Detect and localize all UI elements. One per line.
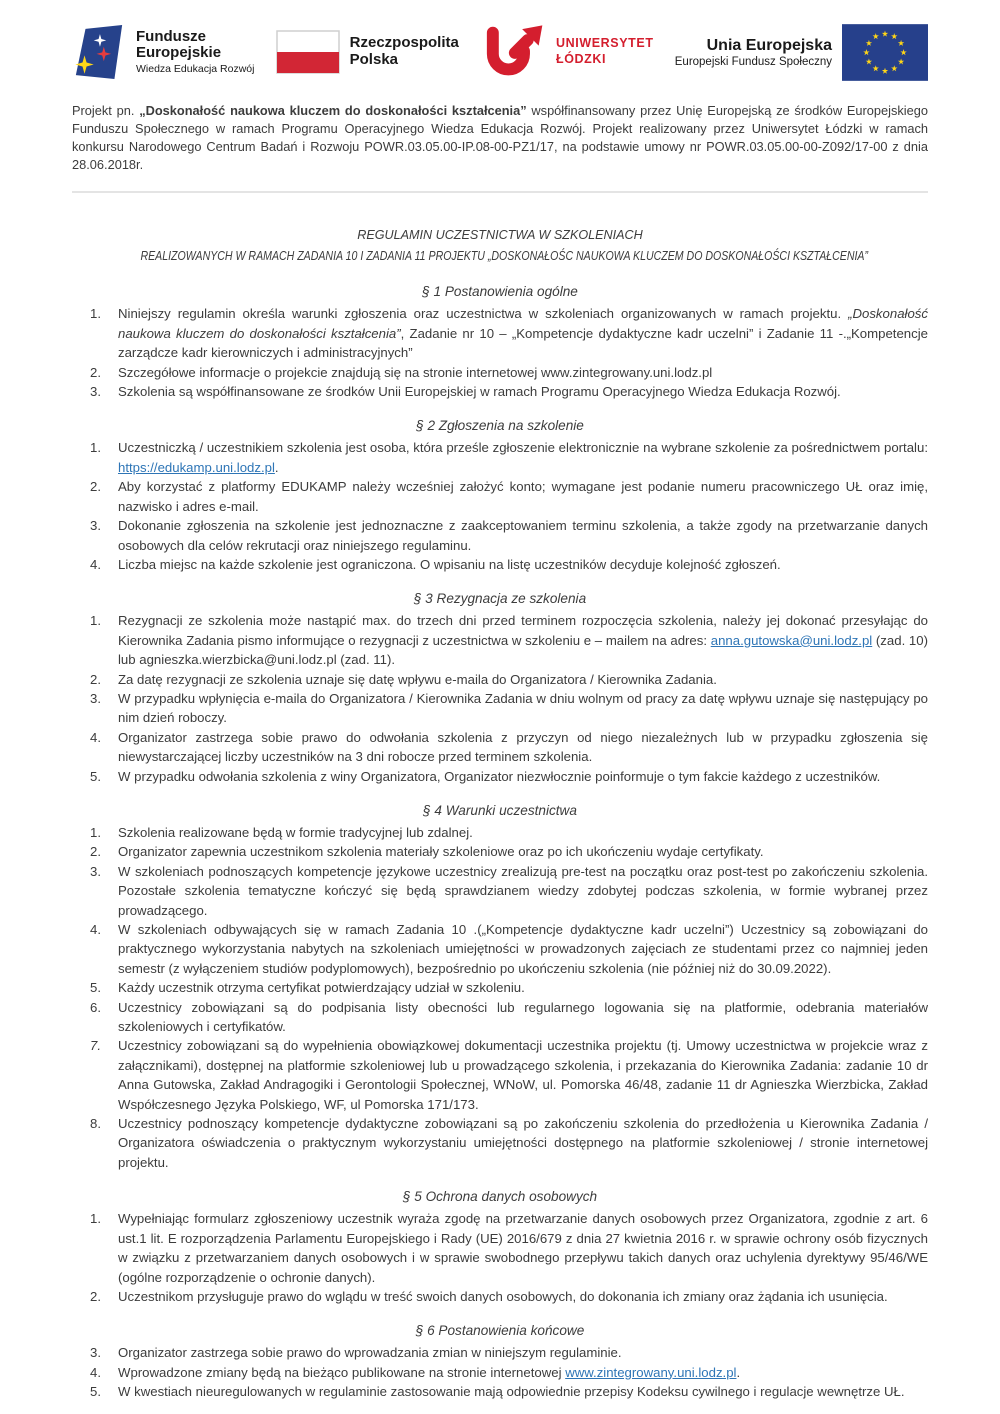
item-text bbox=[118, 978, 928, 997]
logo-pl-title-line2: Polska bbox=[349, 51, 399, 68]
list-item bbox=[72, 1036, 928, 1114]
item-number: 1. bbox=[90, 1211, 101, 1227]
section-heading: § 4 Warunki uczestnictwa bbox=[423, 802, 577, 818]
list-item bbox=[72, 1382, 928, 1401]
document-title-line1: REGULAMIN UCZESTNICTWA W SZKOLENIACH bbox=[357, 227, 643, 242]
item-text bbox=[118, 823, 928, 842]
item-number: 4. bbox=[90, 729, 101, 745]
item-text bbox=[118, 555, 928, 574]
list-item bbox=[72, 862, 928, 920]
sections-container bbox=[72, 284, 928, 1401]
logos-header bbox=[72, 14, 928, 90]
list-item bbox=[72, 728, 928, 767]
text-run: Uczestniczką / uczestnikiem szkolenia jest osoba, która prześle zgłoszenie elektronicznie na wybrane szkolenie za pośrednictwem portalu: bbox=[118, 440, 928, 456]
item-number: 3. bbox=[90, 1345, 101, 1361]
list-item bbox=[72, 689, 928, 728]
text-run: W przypadku wpłynięcia e-maila do Organizatora / Kierownika Zadania w dniu wolnym od pracy za datę wpływu uznaje się następujący po nim dzień roboczy. bbox=[118, 690, 928, 726]
text-run: „Doskonałość naukowa kluczem do doskonałości kształcenia” bbox=[118, 306, 928, 341]
list-item bbox=[72, 1363, 928, 1382]
hyperlink[interactable]: https://edukamp.uni.lodz.pl bbox=[118, 459, 275, 475]
text-run: Projekt pn. bbox=[72, 103, 140, 118]
item-number: 3. bbox=[90, 690, 101, 706]
logo-unia-europejska bbox=[675, 24, 928, 81]
item-text bbox=[118, 438, 928, 477]
text-run: Uczestnikom przysługuje prawo do wglądu w treść swoich danych osobowych, do dokonania ich zmiany oraz żądania ich usunięcia. bbox=[118, 1288, 888, 1304]
item-text bbox=[118, 304, 928, 362]
text-run: Organizator zapewnia uczestnikom szkolenia materiały szkoleniowe oraz po ich ukończeniu wydaje certyfikaty. bbox=[118, 844, 764, 860]
project-funding-note bbox=[72, 102, 928, 175]
hyperlink[interactable]: www.zintegrowany.uni.lodz.pl bbox=[565, 1364, 737, 1380]
text-run: „Doskonałość naukowa kluczem do doskonałości kształcenia” bbox=[139, 103, 527, 118]
text-run: Wprowadzone zmiany będą na bieżąco publikowane na stronie internetowej bbox=[118, 1364, 566, 1380]
list-item bbox=[72, 611, 928, 669]
item-text bbox=[118, 1114, 928, 1172]
logo-uniwersytet-lodzki bbox=[480, 23, 654, 81]
list-item bbox=[72, 477, 928, 516]
text-run: Każdy uczestnik otrzyma certyfikat potwierdzający udział w szkoleniu. bbox=[118, 980, 525, 996]
fundusze-europejskie-flag-icon bbox=[72, 21, 126, 83]
list-item bbox=[72, 1114, 928, 1172]
item-number: 4. bbox=[90, 1364, 101, 1380]
text-run: W szkoleniach odbywających się w ramach Zadania 10 .(„Kompetencje dydaktyczne kadr uczelni”) Uczestnicy są zobowiązani do praktycznego wykorzystania nabytych na szkoleniach umiejętności w prowadzonych zajęciach ze studentami przez co najmniej jeden semestr (z wyłączeniem studiów podyplomowych), bezpośrednio po ukończeniu szkolenia (nie później niż do 30.09.2022). bbox=[118, 922, 928, 976]
item-text bbox=[118, 1036, 928, 1114]
text-run: (zad. 10) lub agnieszka.wierzbicka@uni.lodz.pl (zad. 11). bbox=[118, 632, 928, 668]
item-number: 5. bbox=[90, 980, 101, 996]
text-run: Uczestnicy podnoszący kompetencje dydaktyczne zobowiązani są po zakończeniu szkolenia do przedłożenia u Kierownika Zadania / Organizatora oświadczenia o praktycznym wykorzystaniu umiejętności dostępnego na platformie szkoleniowej / stronie internetowej projektu. bbox=[118, 1116, 928, 1170]
item-text bbox=[118, 862, 928, 920]
list-item bbox=[72, 670, 928, 689]
list-item bbox=[72, 920, 928, 978]
item-text bbox=[118, 611, 928, 669]
item-number: 2. bbox=[90, 1288, 101, 1304]
list-item bbox=[72, 1209, 928, 1287]
item-text bbox=[118, 363, 928, 382]
item-number: 4. bbox=[90, 556, 101, 572]
item-number: 8. bbox=[90, 1116, 101, 1132]
item-number: 4. bbox=[90, 922, 101, 937]
logo-ul-title-line2: ŁÓDZKI bbox=[556, 52, 607, 66]
logo-fe-title-line2: Europejskie bbox=[136, 44, 222, 61]
section-heading: § 2 Zgłoszenia na szkolenie bbox=[416, 418, 584, 434]
item-number: 3. bbox=[90, 384, 101, 400]
list-item bbox=[72, 1287, 928, 1306]
logo-fe-subtitle: Wiedza Edukacja Rozwój bbox=[136, 63, 255, 76]
item-number: 2. bbox=[90, 844, 101, 860]
section-heading: § 3 Rezygnacja ze szkolenia bbox=[413, 591, 587, 607]
section-heading: § 1 Postanowienia ogólne bbox=[422, 284, 578, 300]
text-run: Liczba miejsc na każde szkolenie jest ograniczona. O wpisaniu na listę uczestników decyduje kolejność zgłoszeń. bbox=[118, 556, 781, 572]
item-number: 2. bbox=[90, 671, 101, 687]
document-title-line2: REALIZOWANYCH W RAMACH ZADANIA 10 I ZADANIA 11 PROJEKTU „DOSKONAŁOŚC NAUKOWA KLUCZEM DO DOSKONAŁOŚCI KSZTAŁCENIA” bbox=[140, 249, 868, 264]
text-run: Uczestnicy zobowiązani są do wypełnienia obowiązkowej dokumentacji uczestnika projektu (tj. Umowy uczestnictwa w projekcie wraz z załącznikami), dostępnej na platformie szkoleniowej lub u prowadzącego szkolenia, i przekazania do Kierownika Zadania: zadanie 10 dr Anna Gutowska, Zakład Andragogiki i Gerontologii Społecznej, WNoW, ul. Pomorska 46/48, zadanie 11 dr Agnieszka Wierzbicka, Zakład Współczesnego Języka Polskiego, WF, ul Pomorska 171/173. bbox=[118, 1038, 928, 1112]
logo-pl-title-line1: Rzeczpospolita bbox=[349, 34, 459, 52]
item-number: 5. bbox=[90, 1384, 101, 1400]
text-run: Aby korzystać z platformy EDUKAMP należy wcześniej założyć konto; wymagane jest podanie numeru pracowniczego UŁ oraz imię, nazwisko i adres e-mail. bbox=[118, 479, 928, 514]
item-text bbox=[118, 689, 928, 728]
item-text bbox=[118, 477, 928, 516]
document-title bbox=[72, 225, 928, 268]
list-item bbox=[72, 767, 928, 786]
item-number: 7. bbox=[90, 1038, 101, 1054]
item-text bbox=[118, 1209, 928, 1287]
item-number: 1. bbox=[90, 440, 101, 456]
logo-ue-subtitle: Europejski Fundusz Społeczny bbox=[674, 55, 832, 68]
polish-flag-icon bbox=[276, 30, 340, 74]
hyperlink[interactable]: anna.gutowska@uni.lodz.pl bbox=[710, 632, 873, 648]
text-run: W szkoleniach podnoszących kompetencje językowe uczestnicy zrealizują pre-test na początku oraz post-test po zakończeniu szkolenia. Pozostałe szkolenia tematyczne kończyć się będą sprawdzianem wiedzy zdobytej podczas szkolenia, w formie wybranej przez prowadzącego. bbox=[118, 863, 928, 918]
item-text bbox=[118, 728, 928, 767]
list-item bbox=[72, 438, 928, 477]
item-number: 1. bbox=[90, 306, 101, 322]
header-divider bbox=[72, 191, 928, 193]
text-run: . bbox=[736, 1364, 741, 1380]
text-run: , Zadanie nr 10 – „Kompetencje dydaktyczne kadr uczelni” i Zadanie 11 -.„Kompetencje zarządcze kadr kierowniczych i administracyjnych” bbox=[118, 325, 928, 361]
item-text bbox=[118, 670, 928, 689]
item-text bbox=[118, 1287, 928, 1306]
item-text bbox=[118, 382, 928, 401]
item-number: 3. bbox=[90, 863, 101, 879]
text-run: Niniejszy regulamin określa warunki zgłoszenia oraz uczestnictwa w szkoleniach organizowanych w ramach projektu. bbox=[118, 306, 849, 322]
list-item bbox=[72, 555, 928, 574]
item-number: 5. bbox=[90, 768, 101, 784]
text-run: Szkolenia są współfinansowane ze środków Unii Europejskiej w ramach Programu Operacyjnego Wiedza Edukacja Rozwój. bbox=[118, 384, 841, 400]
eu-flag-icon bbox=[842, 24, 928, 81]
item-number: 6. bbox=[90, 999, 101, 1015]
list-item bbox=[72, 1343, 928, 1362]
item-number: 3. bbox=[90, 518, 101, 534]
section-heading: § 6 Postanowienia końcowe bbox=[415, 1323, 585, 1339]
text-run: współfinansowany przez Unię Europejską ze środków Europejskiego Funduszu Społecznego w ramach Programu Operacyjnego Wiedza Edukacja Rozwój. Projekt realizowany przez Uniwersytet Łódzki w ramach konkursu Narodowego Centrum Badań i Rozwoju POWR.03.05.00-IP.08-00-PZ1/17, na podstawie umowy nr POWR.03.05.00-00-Z092/17-00 z dnia 28.06.2018r. bbox=[72, 103, 928, 173]
item-text bbox=[118, 842, 928, 861]
section-heading: § 5 Ochrona danych osobowych bbox=[402, 1189, 598, 1205]
text-run: Szkolenia realizowane będą w formie tradycyjnej lub zdalnej. bbox=[118, 824, 473, 840]
item-number: 1. bbox=[90, 613, 101, 629]
text-run: . bbox=[274, 459, 279, 475]
item-text bbox=[118, 516, 928, 555]
list-item bbox=[72, 998, 928, 1037]
list-item bbox=[72, 823, 928, 842]
text-run: Rezygnacji ze szkolenia może nastąpić max. do trzech dni przed terminem rozpoczęcia szkolenia, należy jej dokonać przesyłając do Kierownika Zadania pismo informujące o rezygnacji z uczestnictwa w szkoleniu e – mailem na adres: bbox=[118, 613, 928, 648]
logo-ue-title: Unia Europejska bbox=[706, 36, 832, 54]
text-run: W przypadku odwołania szkolenia z winy Organizatora, Organizator niezwłocznie poinformuje o tym fakcie każdego z uczestników. bbox=[118, 768, 881, 784]
list-item bbox=[72, 363, 928, 382]
list-item bbox=[72, 304, 928, 362]
list-item bbox=[72, 516, 928, 555]
text-run: W kwestiach nieuregulowanych w regulaminie zastosowanie mają odpowiednie przepisy Kodeksu cywilnego i regulacje wewnętrze UŁ. bbox=[118, 1384, 905, 1400]
text-run: Za datę rezygnacji ze szkolenia uznaje się datę wpływu e-maila do Organizatora / Kierownika Zadania. bbox=[118, 671, 717, 687]
item-text bbox=[118, 767, 928, 786]
logo-rzeczpospolita-polska bbox=[276, 30, 459, 74]
list-item bbox=[72, 978, 928, 997]
text-run: Uczestnicy zobowiązani są do podpisania listy obecności lub regularnego logowania się na platformie, odebrania materiałów szkoleniowych i certyfikatów. bbox=[118, 999, 928, 1035]
item-text bbox=[118, 920, 928, 978]
list-item bbox=[72, 382, 928, 401]
item-text bbox=[118, 998, 928, 1037]
item-number: 2. bbox=[90, 364, 101, 380]
item-text bbox=[118, 1363, 928, 1382]
text-run: Dokonanie zgłoszenia na szkolenie jest jednoznaczne z zaakceptowaniem terminu szkolenia, a także zgody na przetwarzanie danych osobowych dla celów rekrutacji oraz niniejszego regulaminu. bbox=[118, 518, 928, 553]
list-item bbox=[72, 842, 928, 861]
university-of-lodz-icon bbox=[480, 23, 546, 81]
text-run: Szczegółowe informacje o projekcie znajdują się na stronie internetowej www.zintegrowany.uni.lodz.pl bbox=[118, 364, 713, 380]
logo-fe-title-line1: Fundusze bbox=[136, 27, 206, 45]
logo-ul-title-line1: UNIWERSYTET bbox=[556, 36, 654, 51]
item-text bbox=[118, 1382, 928, 1401]
logo-fundusze-europejskie bbox=[72, 21, 254, 83]
text-run: Wypełniając formularz zgłoszeniowy uczestnik wyraża zgodę na przetwarzanie danych osobowych przez Organizatora, zgodnie z art. 6 ust.1 lit. E rozporządzenia Parlamentu Europejskiego i Rady (UE) 2016/679 z dnia 27 kwietnia 2016 r. w sprawie ochrony osób fizycznych w związku z przetwarzaniem danych osobowych i w sprawie swobodnego przepływu takich danych oraz uchylenia dyrektywy 95/46/WE (ogólne rozporządzenie o ochronie danych). bbox=[118, 1211, 928, 1285]
item-number: 1. bbox=[90, 824, 101, 840]
text-run: Organizator zastrzega sobie prawo do odwołania szkolenia z przyczyn od niego niezależnych lub w przypadku zgłoszenia się niewystarczającej liczby uczestników na 3 dni robocze przed terminem szkolenia. bbox=[118, 729, 928, 765]
item-number: 2. bbox=[90, 479, 101, 495]
text-run: Organizator zastrzega sobie prawo do wprowadzania zmian w niniejszym regulaminie. bbox=[118, 1345, 622, 1361]
item-text bbox=[118, 1343, 928, 1362]
